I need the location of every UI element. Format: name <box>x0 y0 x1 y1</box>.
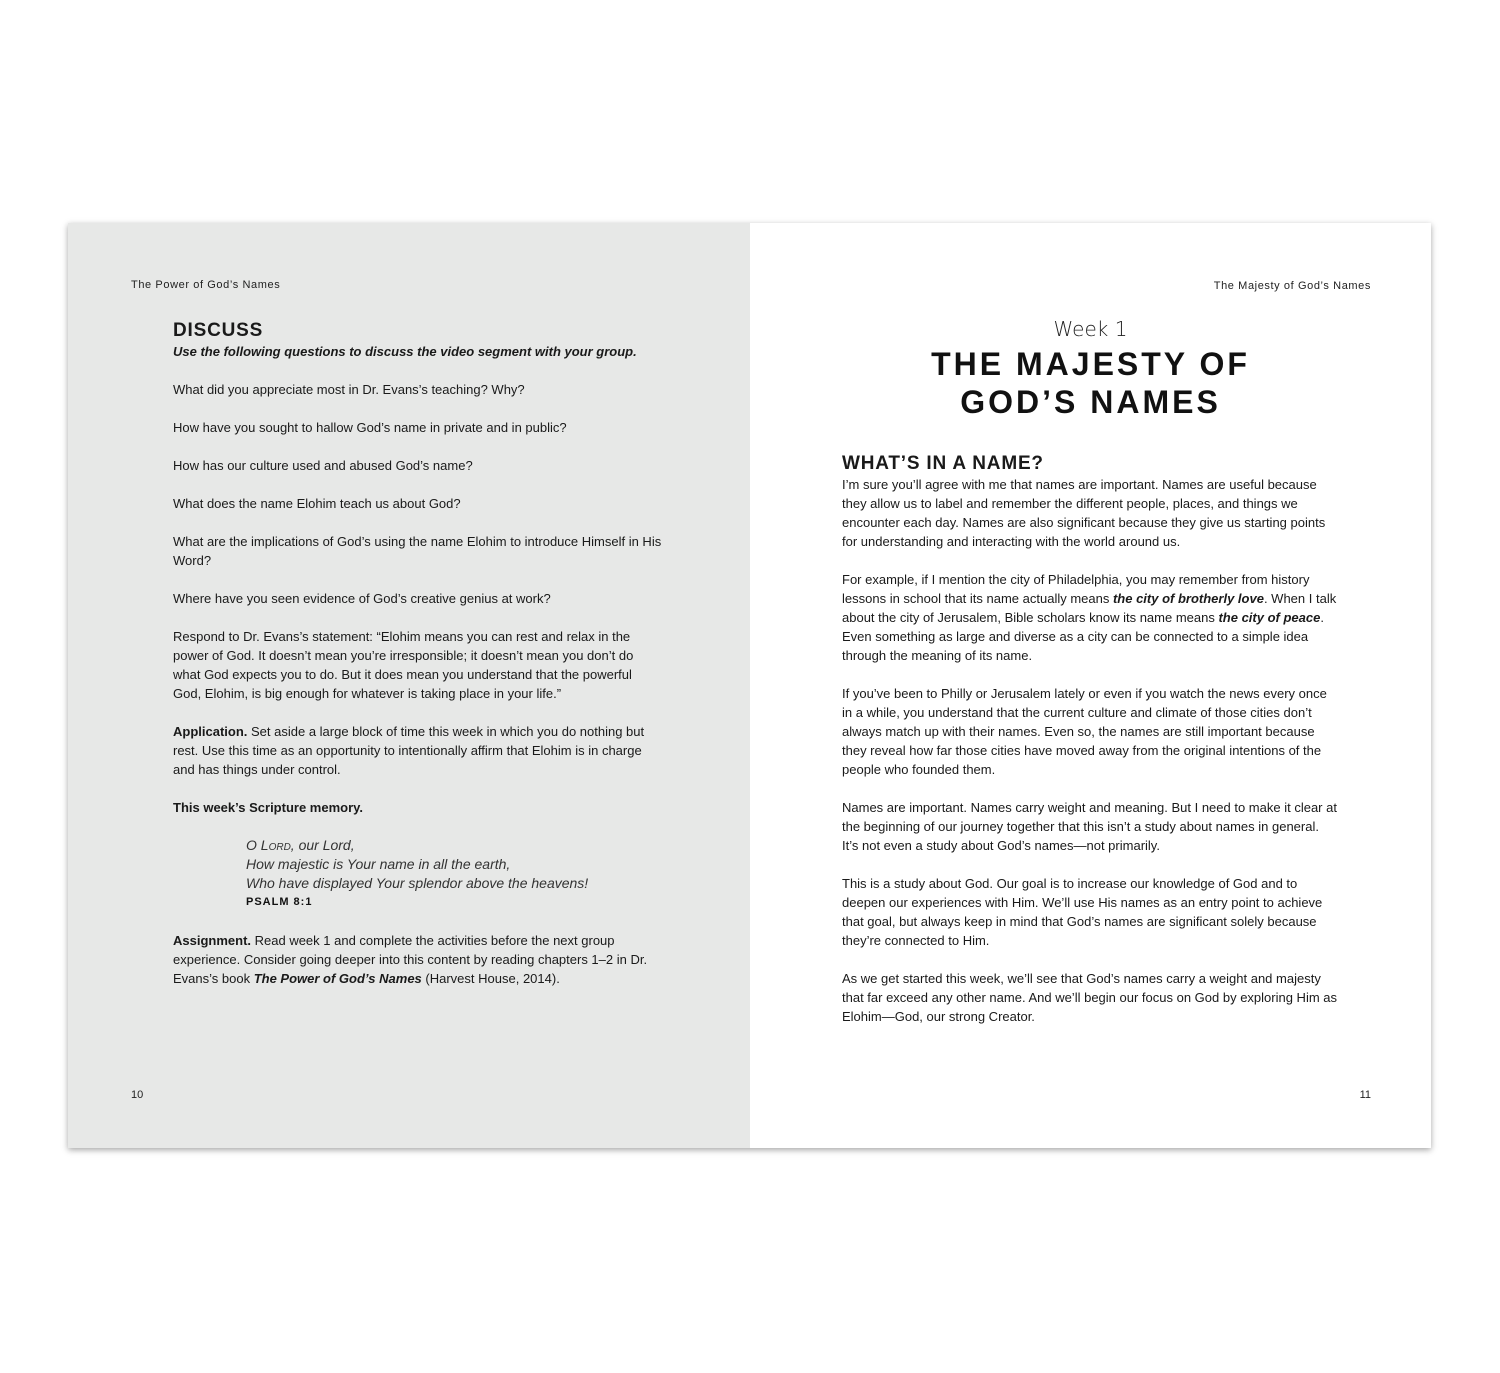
discuss-heading: DISCUSS <box>173 320 264 341</box>
question-6: Where have you seen evidence of God’s creative genius at work? <box>173 591 551 606</box>
paragraph-2 <box>842 570 1338 665</box>
paragraph-6: As we get started this week, we’ll see that God’s names carry a weight and majesty that far exceed any other name. And we’ll begin our focus on God by exploring Him as Elohim—God, our strong Creator. <box>842 971 1338 1024</box>
section-subhead: WHAT’S IN A NAME? <box>842 453 1044 474</box>
question-7: Respond to Dr. Evans’s statement: “Elohim means you can rest and relax in the power of God. It doesn’t mean you’re irresponsible; it doesn’t mean you don’t do what God expects you to do. But it does mean you understand that the powerful God, Elohim, is big enough for whatever is taking place in your life.” <box>173 629 634 701</box>
page-number-right: 11 <box>1359 1089 1371 1101</box>
verse-line-3: Who have displayed Your splendor above the heavens! <box>246 875 589 891</box>
assignment-book-title: The Power of God’s Names <box>253 971 422 986</box>
paragraph-2-c: . Even something as large and diverse as a city can be connected to a simple idea through the meaning of its name. <box>842 610 1324 663</box>
paragraph-3: If you’ve been to Philly or Jerusalem lately or even if you watch the news every once in a while, you understand that the current culture and climate of those cities don’t always match up with their names. Even so, the names are still important because they reveal how far those cities have moved away from the original intentions of the people who founded them. <box>842 686 1327 777</box>
week-label: Week 1 <box>1053 317 1128 341</box>
application-text: Set aside a large block of time this week in which you do nothing but rest. Use this time as an opportunity to intentionally affirm that Elohim is in charge and has things under control. <box>173 724 645 777</box>
assignment-label: Assignment. <box>173 933 252 948</box>
paragraph-5: This is a study about God. Our goal is to increase our knowledge of God and to deepen our experiences with Him. We’ll use His names as an entry point to achieve that goal, but always keep in mind that God’s names are significant solely because they’re connected to Him. <box>842 876 1323 948</box>
question-5: What are the implications of God’s using the name Elohim to introduce Himself in His Word? <box>173 534 662 568</box>
chapter-title-line-1: THE MAJESTY OF <box>931 346 1250 382</box>
paragraph-2-b: . When I talk about the city of Jerusalem, Bible scholars know its name means <box>842 591 1337 625</box>
paragraph-2-a: For example, if I mention the city of Philadelphia, you may remember from history lessons in school that its name actually means <box>842 572 1310 606</box>
paragraph-4: Names are important. Names carry weight and meaning. But I need to make it clear at the beginning of our journey together that this isn’t a study about names in general. It’s not even a study about God’s names—not primarily. <box>842 800 1337 853</box>
chapter-title-line-2: GOD’S NAMES <box>960 384 1221 420</box>
verse-line-2: How majestic is Your name in all the earth, <box>246 856 511 872</box>
running-head-left: The Power of God’s Names <box>131 279 281 291</box>
assignment-paragraph <box>173 931 663 988</box>
book-spread <box>68 223 1431 1148</box>
body-section <box>842 453 1338 1045</box>
verse-line-1 <box>246 836 663 855</box>
page-number-left: 10 <box>131 1089 144 1101</box>
running-head-right: The Majesty of God’s Names <box>1213 280 1371 292</box>
question-3: How has our culture used and abused God’s name? <box>173 458 473 473</box>
left-page <box>68 223 750 1148</box>
application-label: Application. <box>173 724 248 739</box>
emphasis-city-of-peace: the city of peace <box>1218 610 1321 625</box>
verse-lord: Lord <box>260 837 291 853</box>
discuss-intro: Use the following questions to discuss the video segment with your group. <box>173 344 637 359</box>
application-paragraph <box>173 722 663 779</box>
emphasis-brotherly-love: the city of brotherly love <box>1112 591 1264 606</box>
assignment-end: (Harvest House, 2014). <box>421 971 560 986</box>
chapter-title <box>750 345 1431 421</box>
scripture-memory-label: This week’s Scripture memory. <box>173 800 364 815</box>
verse-reference: PSALM 8:1 <box>246 896 313 908</box>
question-1: What did you appreciate most in Dr. Evans’s teaching? Why? <box>173 382 525 397</box>
verse-line-1-start: O <box>246 837 261 853</box>
question-4: What does the name Elohim teach us about God? <box>173 496 461 511</box>
assignment-text: Read week 1 and complete the activities before the next group experience. Consider going deeper into this content by reading chapters 1–2 in Dr. Evans’s book <box>173 933 648 986</box>
paragraph-1: I’m sure you’ll agree with me that names are important. Names are useful because they allow us to label and remember the different people, places, and things we encounter each day. Names are also significant because they give us starting points for understanding and interacting with the world around us. <box>842 477 1326 549</box>
verse-line-1-end: , our Lord, <box>290 837 355 853</box>
scripture-verse <box>246 836 663 912</box>
question-2: How have you sought to hallow God’s name in private and in public? <box>173 420 567 435</box>
discuss-section <box>173 320 663 1007</box>
right-page <box>750 223 1431 1148</box>
